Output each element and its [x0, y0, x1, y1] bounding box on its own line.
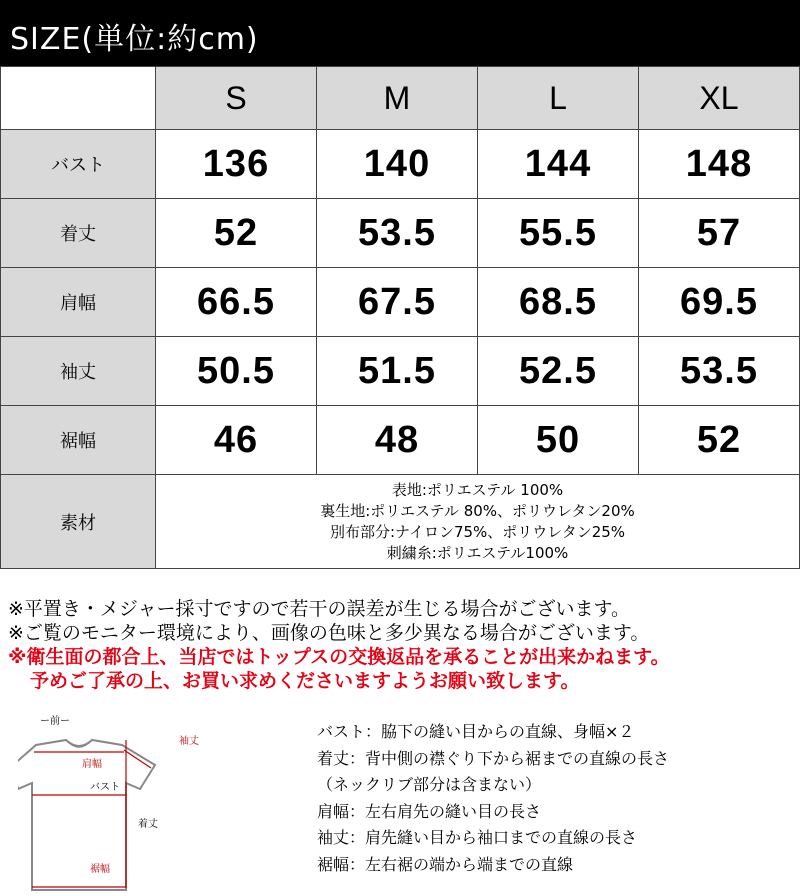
table-row	[1, 130, 800, 199]
legend-line: 裾幅：左右裾の端から端までの直線	[317, 854, 574, 874]
table-cell: 55.5	[478, 199, 639, 268]
measurement-diagram	[18, 712, 218, 892]
table-cell: 148	[639, 130, 800, 199]
corner-cell	[1, 67, 156, 130]
size-col-header: L	[478, 67, 639, 130]
material-line: 裏生地:ポリエステル 80%、ポリウレタン20%	[320, 501, 635, 520]
table-cell: 66.5	[156, 268, 317, 337]
size-col-header: S	[156, 67, 317, 130]
table-row	[1, 268, 800, 337]
note-line: ※平置き・メジャー採寸ですので若干の誤差が生じる場合がございます。	[8, 598, 631, 620]
material-row	[1, 475, 800, 569]
legend-line: 袖丈：肩先縫い目から袖口までの直線の長さ	[317, 828, 638, 847]
table-cell: 46	[156, 406, 317, 475]
table-cell: 50.5	[156, 337, 317, 406]
length-label: 着丈	[138, 819, 158, 830]
front-label: ー前ー	[40, 716, 70, 727]
size-header-row	[1, 67, 800, 130]
table-cell: 51.5	[317, 337, 478, 406]
legend-line: バスト：脇下の縫い目からの直線、身幅×２	[317, 722, 635, 741]
table-cell: 52.5	[478, 337, 639, 406]
shoulder-label: 肩幅	[82, 759, 102, 770]
bust-label: バスト	[90, 782, 120, 793]
size-table	[0, 66, 800, 569]
row-label: 肩幅	[1, 268, 156, 337]
table-row	[1, 199, 800, 268]
table-cell: 69.5	[639, 268, 800, 337]
material-line: 表地:ポリエステル 100%	[391, 480, 564, 499]
material-line: 別布部分:ナイロン75%、ポリウレタン25%	[329, 522, 626, 541]
row-label: 裾幅	[1, 406, 156, 475]
material-line: 刺繍糸:ポリエステル100%	[386, 543, 569, 562]
table-cell: 50	[478, 406, 639, 475]
row-label: 着丈	[1, 199, 156, 268]
warning-line: 予めご了承の上、お買い求めくださいますようお願い致します。	[30, 670, 580, 692]
row-label: 袖丈	[1, 337, 156, 406]
measurement-legend	[317, 719, 669, 878]
legend-line: 肩幅：左右肩先の縫い目の長さ	[317, 801, 542, 821]
row-label: 素材	[1, 475, 156, 569]
notes	[8, 597, 670, 693]
row-label: バスト	[1, 130, 156, 199]
table-cell: 48	[317, 406, 478, 475]
table-cell: 53.5	[317, 199, 478, 268]
table-cell: 52	[639, 406, 800, 475]
material-cell	[156, 475, 800, 569]
table-row	[1, 337, 800, 406]
table-cell: 68.5	[478, 268, 639, 337]
table-cell: 52	[156, 199, 317, 268]
table-cell: 57	[639, 199, 800, 268]
table-cell: 53.5	[639, 337, 800, 406]
table-cell: 136	[156, 130, 317, 199]
legend-line: 着丈：背中側の襟ぐり下から裾までの直線の長さ	[317, 748, 670, 768]
size-col-header: M	[317, 67, 478, 130]
table-cell: 140	[317, 130, 478, 199]
warning-line: ※衛生面の都合上、当店ではトップスの交換返品を承ることが出来かねます。	[8, 646, 670, 668]
table-cell: 144	[478, 130, 639, 199]
size-col-header: XL	[639, 67, 800, 130]
table-cell: 67.5	[317, 268, 478, 337]
hem-label: 裾幅	[90, 864, 110, 875]
sleeve-label: 袖丈	[179, 736, 199, 747]
note-line: ※ご覧のモニター環境により、画像の色味と多少異なる場合がございます。	[8, 622, 650, 644]
legend-line: （ネックリブ部分は含まない）	[317, 775, 542, 794]
title-bar	[0, 0, 800, 66]
table-row	[1, 406, 800, 475]
page-title: SIZE(単位:約cm)	[10, 22, 259, 57]
